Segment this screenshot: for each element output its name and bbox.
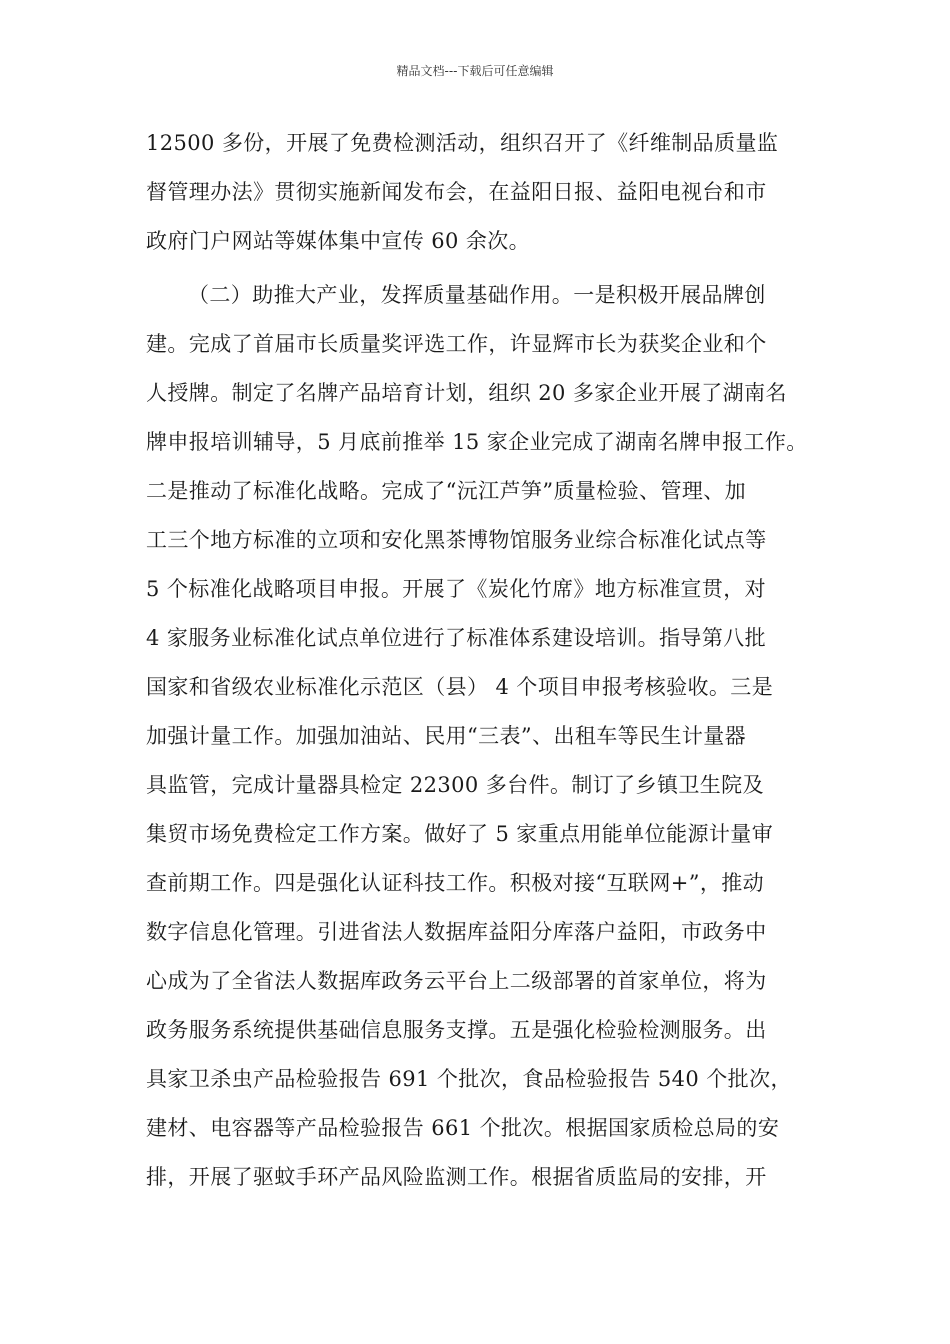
text-line: 建。完成了首届市长质量奖评选工作，许显辉市长为获奖企业和个	[146, 332, 767, 356]
text-line: 政务服务系统提供基础信息服务支撑。五是强化检验检测服务。出	[146, 1018, 767, 1042]
text-line: 数字信息化管理。引进省法人数据库益阳分库落户益阳，市政务中	[146, 920, 767, 944]
text-line: 4 家服务业标准化试点单位进行了标准体系建设培训。指导第八批	[146, 626, 767, 650]
text-line: 集贸市场免费检定工作方案。做好了 5 家重点用能单位能源计量审	[146, 822, 774, 846]
text-line: 排，开展了驱蚊手环产品风险监测工作。根据省质监局的安排，开	[146, 1165, 767, 1189]
paragraph-start-line: （二）助推大产业，发挥质量基础作用。一是积极开展品牌创	[188, 283, 766, 307]
text-line: 5 个标准化战略项目申报。开展了《炭化竹席》地方标准宣贯，对	[146, 577, 767, 601]
text-line: 督管理办法》贯彻实施新闻发布会，在益阳日报、益阳电视台和市	[146, 180, 767, 204]
text-line: 牌申报培训辅导，5 月底前推举 15 家企业完成了湖南名牌申报工作。	[146, 430, 808, 454]
text-line: 国家和省级农业标准化示范区（县） 4 个项目申报考核验收。三是	[146, 675, 774, 699]
text-line: 查前期工作。四是强化认证科技工作。积极对接“互联网+”，推动	[146, 871, 765, 895]
text-line: 建材、电容器等产品检验报告 661 个批次。根据国家质检总局的安	[146, 1116, 780, 1140]
text-line: 具家卫杀虫产品检验报告 691 个批次，食品检验报告 540 个批次，	[146, 1067, 792, 1091]
text-line: 二是推动了标准化战略。完成了“沅江芦笋”质量检验、管理、加	[146, 479, 747, 503]
text-line: 人授牌。制定了名牌产品培育计划，组织 20 多家企业开展了湖南名	[146, 381, 787, 405]
text-line: 具监管，完成计量器具检定 22300 多台件。制订了乡镇卫生院及	[146, 773, 764, 797]
text-line: 加强计量工作。加强加油站、民用“三表”、出租车等民生计量器	[146, 724, 747, 748]
page-header: 精品文档---下载后可任意编辑	[396, 64, 554, 78]
text-line: 政府门户网站等媒体集中宣传 60 余次。	[146, 229, 531, 253]
text-line: 12500 多份，开展了免费检测活动，组织召开了《纤维制品质量监	[146, 131, 779, 155]
text-line: 工三个地方标准的立项和安化黑茶博物馆服务业综合标准化试点等	[146, 528, 767, 552]
text-line: 心成为了全省法人数据库政务云平台上二级部署的首家单位，将为	[146, 969, 767, 993]
